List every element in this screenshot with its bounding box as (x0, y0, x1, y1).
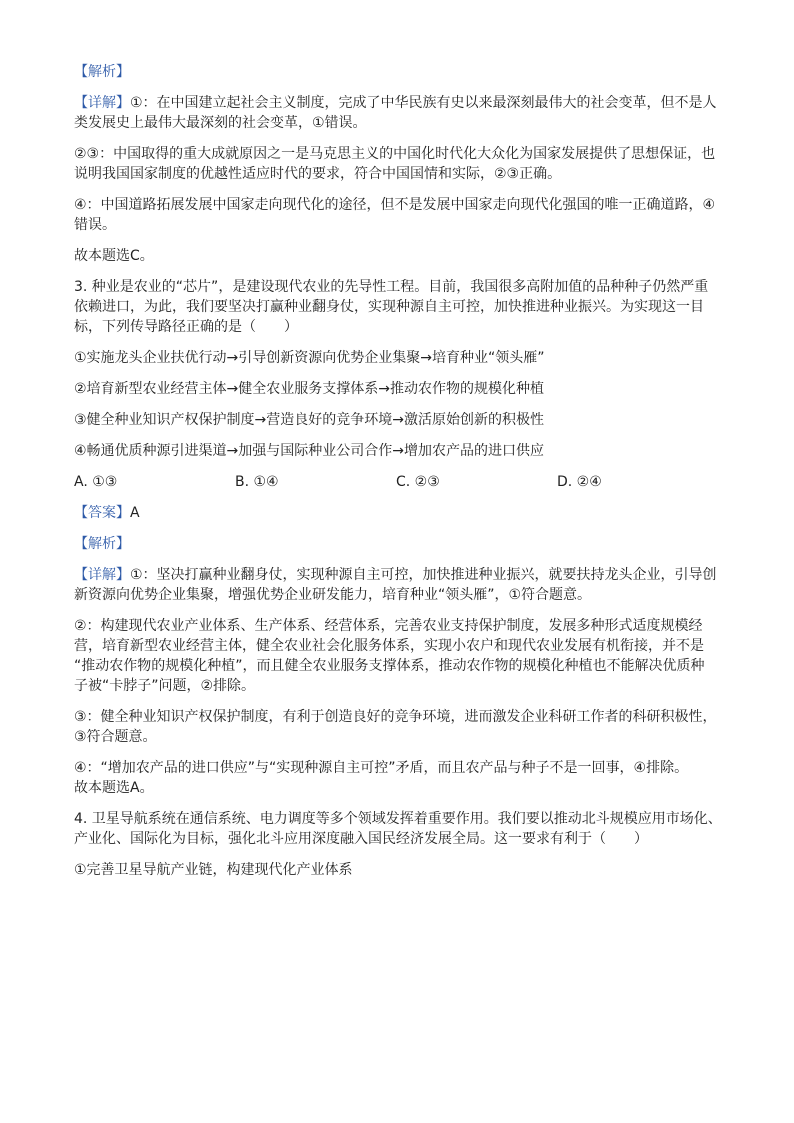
text-line: 故本题选A。 (74, 780, 154, 796)
text-content: A (130, 505, 140, 521)
text-content: ①：坚决打赢种业翻身仗，实现种源自主可控，加快推进种业振兴，就要扶持龙头企业，引导创 (130, 567, 717, 583)
section-tag: 【解析】 (74, 536, 130, 552)
text-line: “推动农作物的规模化种植”，而且健全农业服务支撑体系，推动农作物的规模化种植也不能解决优质种 (74, 658, 705, 674)
text-line: ②培育新型农业经营主体→健全农业服务支撑体系→推动农作物的规模化种植 (74, 381, 545, 397)
text-line (74, 534, 724, 554)
text-line: 错误。 (74, 217, 116, 233)
text-line: 产业化、国际化为目标，强化北斗应用深度融入国民经济发展全局。这一要求有利于（ ） (74, 831, 648, 847)
section-tag: 【详解】 (74, 95, 130, 111)
text-line: ④畅通优质种源引进渠道→加强与国际种业公司合作→增加农产品的进口供应 (74, 443, 545, 459)
section-tag: 【解析】 (74, 64, 130, 80)
answer-options (74, 472, 724, 492)
text-line: ①完善卫星导航产业链，构建现代化产业体系 (74, 862, 353, 878)
option-c: C. ②③ (396, 474, 440, 490)
text-line: ①实施龙头企业扶优行动→引导创新资源向优势企业集聚→培育种业“领头雁” (74, 350, 545, 366)
option-a: A. ①③ (74, 474, 118, 490)
text-line: 新资源向优势企业集聚，增强优势企业研发能力，培育种业“领头雁”，①符合题意。 (74, 587, 592, 603)
text-line: 子被“卡脖子”问题，②排除。 (74, 678, 256, 694)
text-line: ③：健全种业知识产权保护制度，有利于创造良好的竞争环境，进而激发企业科研工作者的科研积极性， (74, 709, 717, 725)
text-line: 类发展史上最伟大最深刻的社会变革，①错误。 (74, 115, 367, 131)
text-line: ③符合题意。 (74, 729, 157, 745)
document-section-1 (74, 62, 724, 461)
text-line: 3. 种业是农业的“芯片”，是建设现代农业的先导性工程。目前，我国很多高附加值的品种种子仍然严重 (74, 279, 709, 295)
section-tag: 【答案】 (74, 505, 130, 521)
option-d: D. ②④ (557, 474, 602, 490)
text-line: ③健全种业知识产权保护制度→营造良好的竞争环境→激活原始创新的积极性 (74, 412, 545, 428)
text-content: ①：在中国建立起社会主义制度，完成了中华民族有史以来最深刻最伟大的社会变革，但不是人 (130, 95, 717, 111)
option-b: B. ①④ (235, 474, 279, 490)
text-line: ②③：中国取得的重大成就原因之一是马克思主义的中国化时代化大众化为国家发展提供了思想保证，也 (74, 146, 716, 162)
text-line: 标，下列传导路径正确的是（ ） (74, 319, 298, 335)
text-line (74, 565, 724, 585)
text-line: ④：“增加农产品的进口供应”与“实现种源自主可控”矛盾，而且农产品与种子不是一回事，④排除。 (74, 760, 689, 776)
text-line: 说明我国国家制度的优越性适应时代的要求，符合中国国情和实际，②③正确。 (74, 166, 562, 182)
document-section-2 (74, 503, 724, 880)
text-line (74, 62, 724, 82)
section-tag: 【详解】 (74, 567, 130, 583)
text-line: ④：中国道路拓展发展中国家走向现代化的途径，但不是发展中国家走向现代化强国的唯一正确道路，④ (74, 197, 716, 213)
text-line: 4. 卫星导航系统在通信系统、电力调度等多个领域发挥着重要作用。我们要以推动北斗规模应用市场化、 (74, 811, 722, 827)
text-line: ②：构建现代农业产业体系、生产体系、经营体系，完善农业支持保护制度，发展多种形式适度规模经 (74, 618, 703, 634)
text-line: 故本题选C。 (74, 248, 154, 264)
document-page (74, 62, 724, 880)
text-line (74, 503, 724, 523)
text-line (74, 93, 724, 113)
text-line: 依赖进口，为此，我们要坚决打赢种业翻身仗，实现种源自主可控，加快推进种业振兴。为实现这一目 (74, 299, 704, 315)
text-line: 营，培育新型农业经营主体，健全农业社会化服务体系，实现小农户和现代农业发展有机衔接，并不是 (74, 638, 704, 654)
